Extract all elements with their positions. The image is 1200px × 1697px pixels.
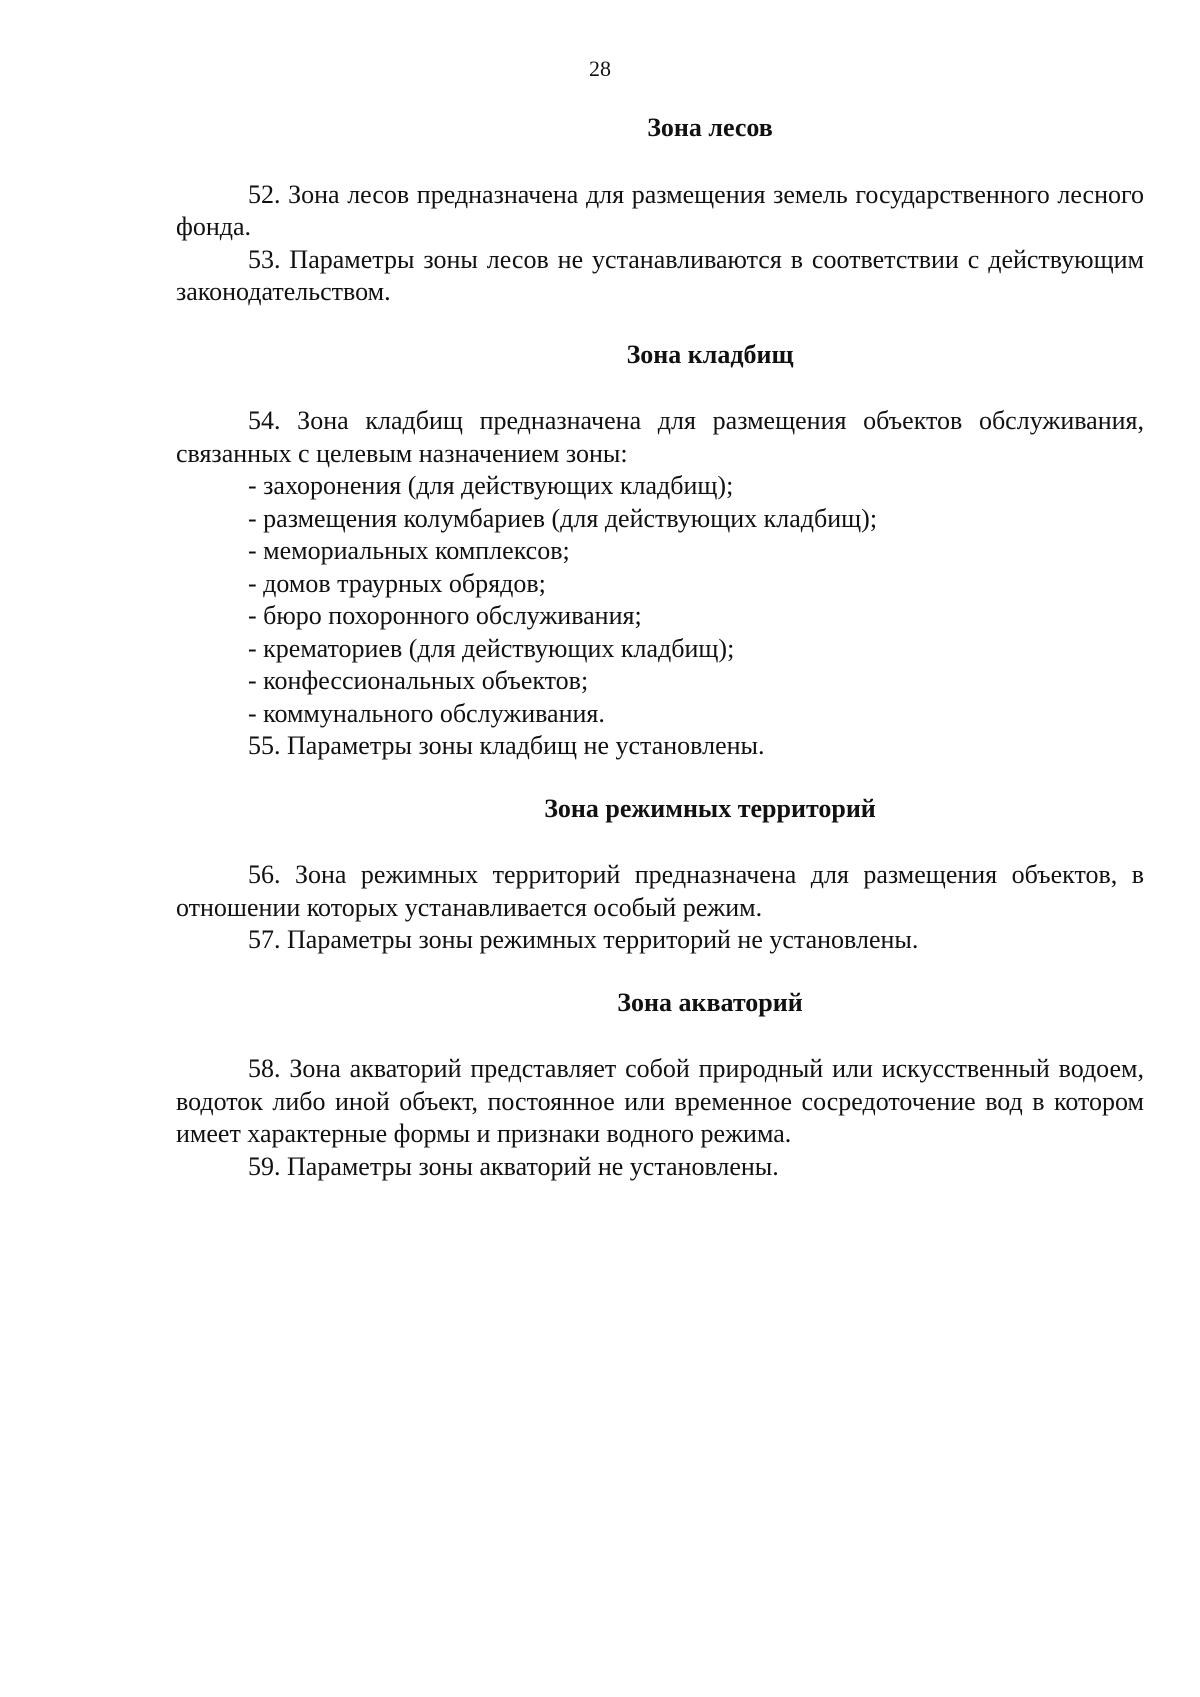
section-regime-territories [176, 793, 1144, 957]
list-item: - мемориальных комплексов; [248, 536, 570, 565]
section-cemeteries [176, 339, 1144, 763]
section-forests [176, 112, 1144, 309]
list-item: - размещения колумбариев (для действующих кладбищ); [248, 503, 878, 533]
list-item: - коммунального обслуживания. [248, 698, 605, 728]
section-water-areas [176, 987, 1144, 1184]
paragraph-54: 54. Зона кладбищ предназначена для размещения объектов обслуживания, связанных с целевым назначением зоны: [176, 406, 1144, 468]
section-heading-forests: Зона лесов [647, 113, 773, 142]
document-body [176, 112, 1144, 1183]
section-heading-cemeteries: Зона кладбищ [626, 339, 794, 369]
paragraph-58: 58. Зона акваторий представляет собой природный или искусственный водоем, водоток либо иной объект, постоянное или временное сосредоточение вод в котором имеет характерные формы и признаки водного режима. [176, 1054, 1144, 1148]
list-item: - захоронения (для действующих кладбищ); [248, 471, 734, 500]
section-heading-water-areas: Зона акваторий [617, 987, 803, 1017]
page-number: 28 [589, 56, 611, 81]
paragraph-53: 53. Параметры зоны лесов не устанавливаются в соответствии с действующим законодательством. [176, 244, 1144, 306]
paragraph-56: 56. Зона режимных территорий предназначена для размещения объектов, в отношении которых устанавливается особый режим. [176, 860, 1144, 922]
list-item: - бюро похоронного обслуживания; [248, 601, 642, 630]
list-item: - домов траурных обрядов; [248, 568, 546, 598]
list-item: - конфессиональных объектов; [248, 666, 589, 695]
paragraph-59: 59. Параметры зоны акваторий не установлены. [248, 1151, 779, 1181]
paragraph-52: 52. Зона лесов предназначена для размещения земель государственного лесного фонда. [176, 179, 1144, 241]
list-item: - крематориев (для действующих кладбищ); [248, 633, 735, 663]
paragraph-57: 57. Параметры зоны режимных территорий не установлены. [248, 925, 919, 954]
cemetery-purpose-list [176, 470, 1144, 730]
section-heading-regime-territories: Зона режимных территорий [544, 793, 876, 823]
paragraph-55: 55. Параметры зоны кладбищ не установлены. [248, 731, 765, 760]
